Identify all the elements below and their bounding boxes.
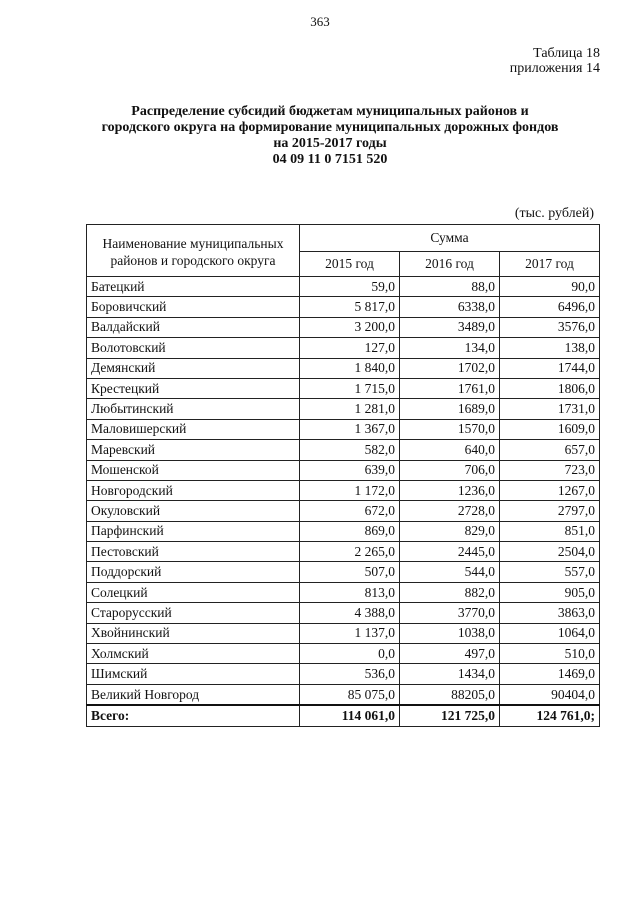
value-2015: 536,0 [300,664,400,684]
value-2016: 1434,0 [400,664,500,684]
value-2015: 869,0 [300,521,400,541]
value-2017: 1064,0 [500,623,600,643]
table-row [87,440,600,460]
table-row [87,460,600,480]
value-2017: 851,0 [500,521,600,541]
value-2017: 1469,0 [500,664,600,684]
district-name: Маревский [87,440,300,460]
value-2015: 1 172,0 [300,480,400,500]
units-label: (тыс. рублей) [514,206,594,221]
district-name: Боровичский [87,297,300,317]
district-name: Батецкий [87,277,300,297]
district-name: Поддорский [87,562,300,582]
table-ref-line1: Таблица 18 [533,46,600,61]
table-row [87,399,600,419]
table-ref-line2: приложения 14 [509,61,600,76]
header-sum: Сумма [300,225,600,252]
district-name: Мошенской [87,460,300,480]
value-2016: 3489,0 [400,317,500,337]
table-row [87,297,600,317]
value-2015: 0,0 [300,644,400,664]
value-2016: 2445,0 [400,542,500,562]
district-name: Новгородский [87,480,300,500]
total-2016: 121 725,0 [400,705,500,726]
value-2016: 544,0 [400,562,500,582]
header-year-2015: 2015 год [300,252,400,277]
value-2017: 557,0 [500,562,600,582]
table-row [87,623,600,643]
total-2017: 124 761,0; [500,705,600,726]
district-name: Любытинский [87,399,300,419]
value-2017: 2504,0 [500,542,600,562]
value-2016: 1761,0 [400,378,500,398]
value-2017: 723,0 [500,460,600,480]
table-row [87,603,600,623]
district-name: Демянский [87,358,300,378]
value-2016: 1702,0 [400,358,500,378]
table-row [87,542,600,562]
value-2016: 2728,0 [400,501,500,521]
value-2017: 1267,0 [500,480,600,500]
value-2016: 3770,0 [400,603,500,623]
table-row [87,358,600,378]
district-name: Крестецкий [87,378,300,398]
value-2015: 4 388,0 [300,603,400,623]
table-header-row [87,225,600,252]
value-2017: 2797,0 [500,501,600,521]
district-name: Холмский [87,644,300,664]
document-title [60,104,600,168]
district-name: Шимский [87,664,300,684]
table-row [87,338,600,358]
table-row [87,582,600,602]
table-row [87,521,600,541]
subsidy-table [86,224,600,727]
value-2016: 497,0 [400,644,500,664]
value-2016: 6338,0 [400,297,500,317]
header-year-2017: 2017 год [500,252,600,277]
table-row [87,664,600,684]
value-2017: 1609,0 [500,419,600,439]
value-2017: 1744,0 [500,358,600,378]
header-name: Наименование муниципальных районов и городского округа [87,225,300,277]
value-2015: 1 840,0 [300,358,400,378]
value-2015: 1 281,0 [300,399,400,419]
value-2015: 2 265,0 [300,542,400,562]
value-2017: 138,0 [500,338,600,358]
value-2015: 582,0 [300,440,400,460]
district-name: Валдайский [87,317,300,337]
value-2016: 882,0 [400,582,500,602]
value-2016: 88205,0 [400,684,500,705]
value-2017: 905,0 [500,582,600,602]
value-2016: 1570,0 [400,419,500,439]
table-row [87,317,600,337]
value-2015: 639,0 [300,460,400,480]
table-row [87,277,600,297]
total-label: Всего: [87,705,300,726]
value-2015: 813,0 [300,582,400,602]
total-2015: 114 061,0 [300,705,400,726]
value-2015: 3 200,0 [300,317,400,337]
value-2017: 3576,0 [500,317,600,337]
district-name: Пестовский [87,542,300,562]
value-2015: 1 137,0 [300,623,400,643]
value-2016: 640,0 [400,440,500,460]
value-2017: 6496,0 [500,297,600,317]
value-2015: 672,0 [300,501,400,521]
value-2016: 706,0 [400,460,500,480]
value-2015: 1 367,0 [300,419,400,439]
value-2016: 1038,0 [400,623,500,643]
table-row [87,480,600,500]
table-row [87,644,600,664]
header-year-2016: 2016 год [400,252,500,277]
value-2017: 90404,0 [500,684,600,705]
district-name: Парфинский [87,521,300,541]
table-reference [510,46,600,76]
value-2017: 510,0 [500,644,600,664]
table-row [87,419,600,439]
page-number: 363 [310,14,330,29]
title-line1: Распределение субсидий бюджетам муниципальных районов и [131,104,529,119]
district-name: Старорусский [87,603,300,623]
title-line3: на 2015-2017 годы [273,136,387,151]
total-row [87,705,600,726]
value-2015: 85 075,0 [300,684,400,705]
value-2017: 1806,0 [500,378,600,398]
value-2015: 5 817,0 [300,297,400,317]
district-name: Окуловский [87,501,300,521]
value-2015: 59,0 [300,277,400,297]
title-line2: городского округа на формирование муниципальных дорожных фондов [101,120,559,135]
value-2015: 1 715,0 [300,378,400,398]
table-row [87,501,600,521]
district-name: Хвойнинский [87,623,300,643]
table-body [87,277,600,727]
value-2017: 90,0 [500,277,600,297]
value-2017: 1731,0 [500,399,600,419]
table-row [87,378,600,398]
value-2016: 1689,0 [400,399,500,419]
value-2016: 134,0 [400,338,500,358]
value-2015: 127,0 [300,338,400,358]
district-name: Волотовский [87,338,300,358]
district-name: Великий Новгород [87,684,300,705]
value-2016: 88,0 [400,277,500,297]
district-name: Солецкий [87,582,300,602]
value-2016: 1236,0 [400,480,500,500]
district-name: Маловишерский [87,419,300,439]
title-line4: 04 09 11 0 7151 520 [272,152,388,167]
value-2017: 657,0 [500,440,600,460]
value-2015: 507,0 [300,562,400,582]
value-2017: 3863,0 [500,603,600,623]
value-2016: 829,0 [400,521,500,541]
table-row [87,684,600,705]
table-row [87,562,600,582]
